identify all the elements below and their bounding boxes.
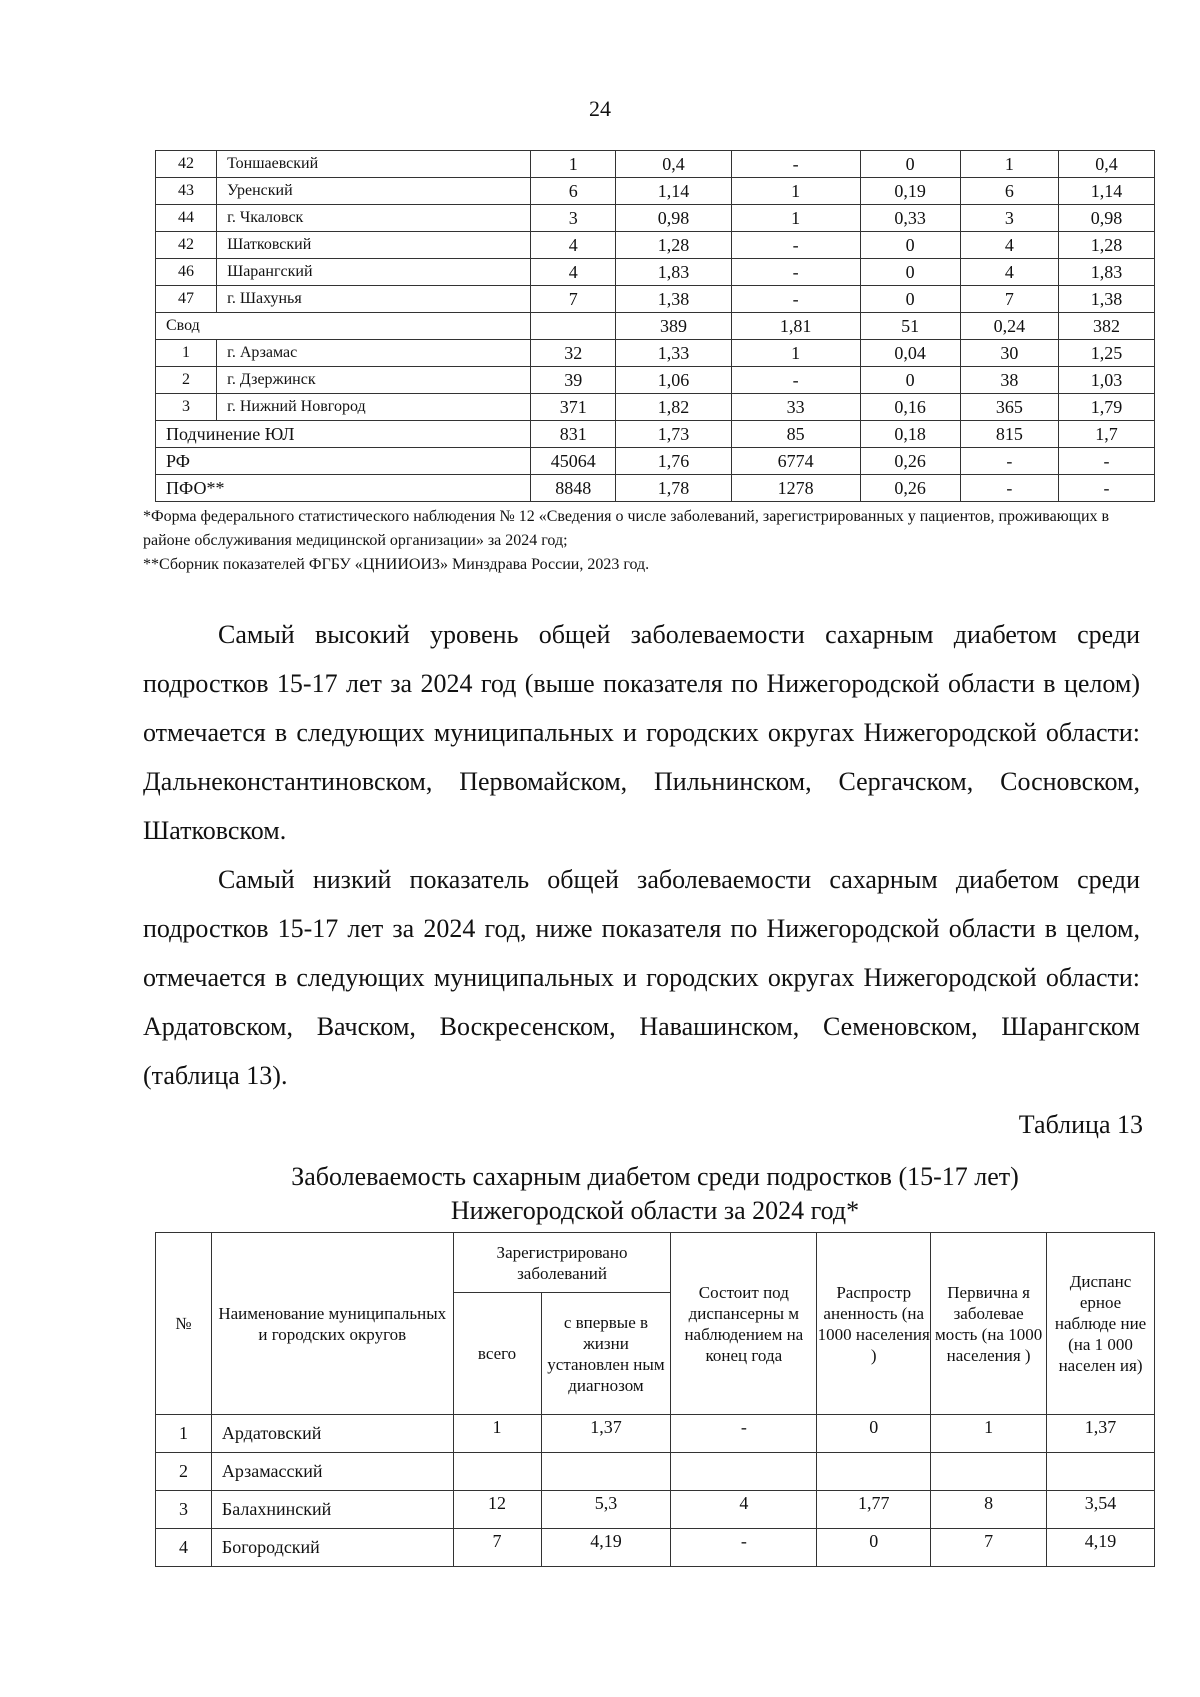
table-row [156, 151, 1155, 178]
cell-c5: 7 [931, 1529, 1047, 1567]
cell-c3: 1 [731, 340, 860, 367]
cell-c4 [817, 1453, 931, 1491]
district-name: Ардатовский [211, 1415, 453, 1453]
totals-row [156, 475, 1155, 502]
totals-row [156, 448, 1155, 475]
cell-c5: 1 [931, 1415, 1047, 1453]
table-row [156, 286, 1155, 313]
table-title-line-1: Заболеваемость сахарным диабетом среди подростков (15-17 лет) [291, 1162, 1019, 1191]
header-primary: Первична я заболевае мость (на 1000 населения ) [931, 1233, 1047, 1415]
row-number: 42 [156, 232, 217, 259]
svod-row [156, 313, 1155, 340]
cell-c1: 32 [531, 340, 616, 367]
header-dispensary: Состоит под диспансерны м наблюдением на конец года [671, 1233, 817, 1415]
row-number: 1 [156, 1415, 212, 1453]
district-name: Тоншаевский [217, 151, 531, 178]
cell-c5: 7 [960, 286, 1058, 313]
cell-c1 [453, 1453, 541, 1491]
cell-c6: 1,7 [1058, 421, 1154, 448]
row-number: 1 [156, 340, 217, 367]
cell-c2: 1,83 [616, 259, 732, 286]
svod-c4: 51 [860, 313, 960, 340]
cell-c5: 30 [960, 340, 1058, 367]
cell-c6: 1,37 [1047, 1415, 1155, 1453]
district-name: Балахнинский [211, 1491, 453, 1529]
cell-c5: 38 [960, 367, 1058, 394]
cell-c5: 815 [960, 421, 1058, 448]
cell-c4: 0 [860, 259, 960, 286]
cell-c4: 0 [860, 232, 960, 259]
cell-c5: - [960, 448, 1058, 475]
cell-c3: - [731, 232, 860, 259]
continued-incidence-table [155, 150, 1155, 502]
cell-c4: 0 [817, 1415, 931, 1453]
district-name: г. Чкаловск [217, 205, 531, 232]
cell-c2: 1,38 [616, 286, 732, 313]
cell-c4: 0 [860, 151, 960, 178]
cell-c3: 6774 [731, 448, 860, 475]
cell-c1: 7 [531, 286, 616, 313]
totals-label: Подчинение ЮЛ [156, 421, 531, 448]
cell-c4: 0,26 [860, 448, 960, 475]
city-name: г. Дзержинск [217, 367, 531, 394]
header-prevalence: Распростр аненность (на 1000 населения ) [817, 1233, 931, 1415]
footnote-1: *Форма федерального статистического наблюдения № 12 «Сведения о числе заболеваний, зарегистрированных у пациентов, проживающих в районе обслуживания медицинской организации» за 2024 год; [143, 508, 1110, 549]
footnotes [143, 505, 1143, 577]
cell-c4: 0,33 [860, 205, 960, 232]
cell-c5: 3 [960, 205, 1058, 232]
district-name: Арзамасский [211, 1453, 453, 1491]
city-name: г. Нижний Новгород [217, 394, 531, 421]
cell-c6: 1,25 [1058, 340, 1154, 367]
cell-c2: 1,78 [616, 475, 732, 502]
totals-row [156, 421, 1155, 448]
table-row [156, 1415, 1155, 1453]
svod-c3: 1,81 [731, 313, 860, 340]
cell-c2: 0,98 [616, 205, 732, 232]
cell-c1: 4 [531, 259, 616, 286]
table-row [156, 1453, 1155, 1491]
cell-c4: 0,16 [860, 394, 960, 421]
cell-c4: 0 [860, 367, 960, 394]
cell-c4: 0,26 [860, 475, 960, 502]
cell-c2: 5,3 [541, 1491, 671, 1529]
cell-c4: 0 [817, 1529, 931, 1567]
header-first-diagnosed: с впервые в жизни установлен ным диагнозом [541, 1293, 671, 1415]
row-number: 47 [156, 286, 217, 313]
row-number: 2 [156, 367, 217, 394]
cell-c2 [541, 1453, 671, 1491]
cell-c2: 1,73 [616, 421, 732, 448]
svod-label: Свод [156, 313, 531, 340]
cell-c2: 1,82 [616, 394, 732, 421]
cell-c5 [931, 1453, 1047, 1491]
table-row [156, 1529, 1155, 1567]
svod-c1 [531, 313, 616, 340]
row-number: 2 [156, 1453, 212, 1491]
cell-c3 [671, 1453, 817, 1491]
cell-c4: 1,77 [817, 1491, 931, 1529]
cell-c3: 85 [731, 421, 860, 448]
cell-c1: 45064 [531, 448, 616, 475]
cell-c3: - [671, 1529, 817, 1567]
cell-c5: 6 [960, 178, 1058, 205]
table-row [156, 259, 1155, 286]
cell-c6: 1,03 [1058, 367, 1154, 394]
cell-c1: 12 [453, 1491, 541, 1529]
header-dispensary-observation: Диспанс ерное наблюде ние (на 1 000 населен ия) [1047, 1233, 1155, 1415]
cell-c6: 1,28 [1058, 232, 1154, 259]
cell-c6: 4,19 [1047, 1529, 1155, 1567]
cell-c2: 1,06 [616, 367, 732, 394]
cell-c5: 8 [931, 1491, 1047, 1529]
header-name: Наименование муниципальных и городских округов [211, 1233, 453, 1415]
cell-c2: 1,37 [541, 1415, 671, 1453]
table-caption: Таблица 13 [1018, 1110, 1143, 1139]
cell-c5: 365 [960, 394, 1058, 421]
cell-c3: - [671, 1415, 817, 1453]
paragraph-highest: Самый высокий уровень общей заболеваемости сахарным диабетом среди подростков 15-17 лет за 2024 год (выше показателя по Нижегородской области в целом) отмечается в следующих муниципальных и городских округах Нижегородской области: Дальнеконстантиновском, Первомайском, Пильнинском, Сергачском, Сосновском, Шатковском. [143, 620, 1140, 845]
district-name: Богородский [211, 1529, 453, 1567]
table-title-line-2: Нижегородской области за 2024 год* [450, 1196, 860, 1225]
cell-c4: 0,19 [860, 178, 960, 205]
cell-c5: - [960, 475, 1058, 502]
cell-c2: 0,4 [616, 151, 732, 178]
header-total: всего [453, 1293, 541, 1415]
cell-c3: - [731, 367, 860, 394]
header-num: № [156, 1233, 212, 1415]
cell-c1: 7 [453, 1529, 541, 1567]
cell-c6: 0,4 [1058, 151, 1154, 178]
row-number: 44 [156, 205, 217, 232]
cell-c6: 0,98 [1058, 205, 1154, 232]
row-number: 43 [156, 178, 217, 205]
cell-c3: 1 [731, 205, 860, 232]
cell-c1: 3 [531, 205, 616, 232]
district-name: г. Шахунья [217, 286, 531, 313]
table-title [155, 1160, 1155, 1228]
row-number: 4 [156, 1529, 212, 1567]
table-row [156, 205, 1155, 232]
row-number: 3 [156, 394, 217, 421]
cell-c1: 1 [453, 1415, 541, 1453]
cell-c5: 1 [960, 151, 1058, 178]
cell-c1: 6 [531, 178, 616, 205]
cell-c2: 1,33 [616, 340, 732, 367]
row-number: 46 [156, 259, 217, 286]
row-number: 42 [156, 151, 217, 178]
cell-c5: 4 [960, 259, 1058, 286]
header-registered: Зарегистрировано заболеваний [453, 1233, 671, 1293]
cell-c6: - [1058, 475, 1154, 502]
table-row [156, 232, 1155, 259]
cell-c6: 1,83 [1058, 259, 1154, 286]
city-name: г. Арзамас [217, 340, 531, 367]
table-row [156, 178, 1155, 205]
cell-c6: 1,14 [1058, 178, 1154, 205]
cell-c3: 33 [731, 394, 860, 421]
paragraph-lowest: Самый низкий показатель общей заболеваемости сахарным диабетом среди подростков 15-17 лет за 2024 год, ниже показателя по Нижегородской области в целом, отмечается в следующих муниципальных и городских округах Нижегородской области: Ардатовском, Вачском, Воскресенском, Навашинском, Семеновском, Шарангском (таблица 13). [143, 865, 1140, 1090]
cell-c3: - [731, 259, 860, 286]
svod-c2: 389 [616, 313, 732, 340]
cell-c3: 4 [671, 1491, 817, 1529]
cell-c3: - [731, 286, 860, 313]
table-row [156, 1491, 1155, 1529]
cell-c6: 3,54 [1047, 1491, 1155, 1529]
district-name: Шарангский [217, 259, 531, 286]
district-name: Шатковский [217, 232, 531, 259]
cell-c4: 0 [860, 286, 960, 313]
cell-c1: 371 [531, 394, 616, 421]
cell-c4: 0,04 [860, 340, 960, 367]
cell-c2: 1,28 [616, 232, 732, 259]
cell-c1: 8848 [531, 475, 616, 502]
footnote-2: **Сборник показателей ФГБУ «ЦНИИОИЗ» Минздрава России, 2023 год. [143, 556, 650, 573]
cell-c3: 1 [731, 178, 860, 205]
cell-c1: 39 [531, 367, 616, 394]
totals-label: РФ [156, 448, 531, 475]
cell-c5: 4 [960, 232, 1058, 259]
cell-c6: - [1058, 448, 1154, 475]
svod-c6: 382 [1058, 313, 1154, 340]
table-13 [155, 1232, 1155, 1567]
cell-c6: 1,79 [1058, 394, 1154, 421]
totals-label: ПФО** [156, 475, 531, 502]
table-row [156, 394, 1155, 421]
cell-c3: 1278 [731, 475, 860, 502]
cell-c6 [1047, 1453, 1155, 1491]
table-row [156, 367, 1155, 394]
cell-c3: - [731, 151, 860, 178]
body-text [143, 610, 1140, 1100]
cell-c1: 1 [531, 151, 616, 178]
cell-c6: 1,38 [1058, 286, 1154, 313]
page-number: 24 [589, 96, 611, 121]
row-number: 3 [156, 1491, 212, 1529]
svod-c5: 0,24 [960, 313, 1058, 340]
cell-c1: 831 [531, 421, 616, 448]
cell-c1: 4 [531, 232, 616, 259]
table-row [156, 340, 1155, 367]
cell-c2: 4,19 [541, 1529, 671, 1567]
cell-c4: 0,18 [860, 421, 960, 448]
cell-c2: 1,14 [616, 178, 732, 205]
cell-c2: 1,76 [616, 448, 732, 475]
district-name: Уренский [217, 178, 531, 205]
